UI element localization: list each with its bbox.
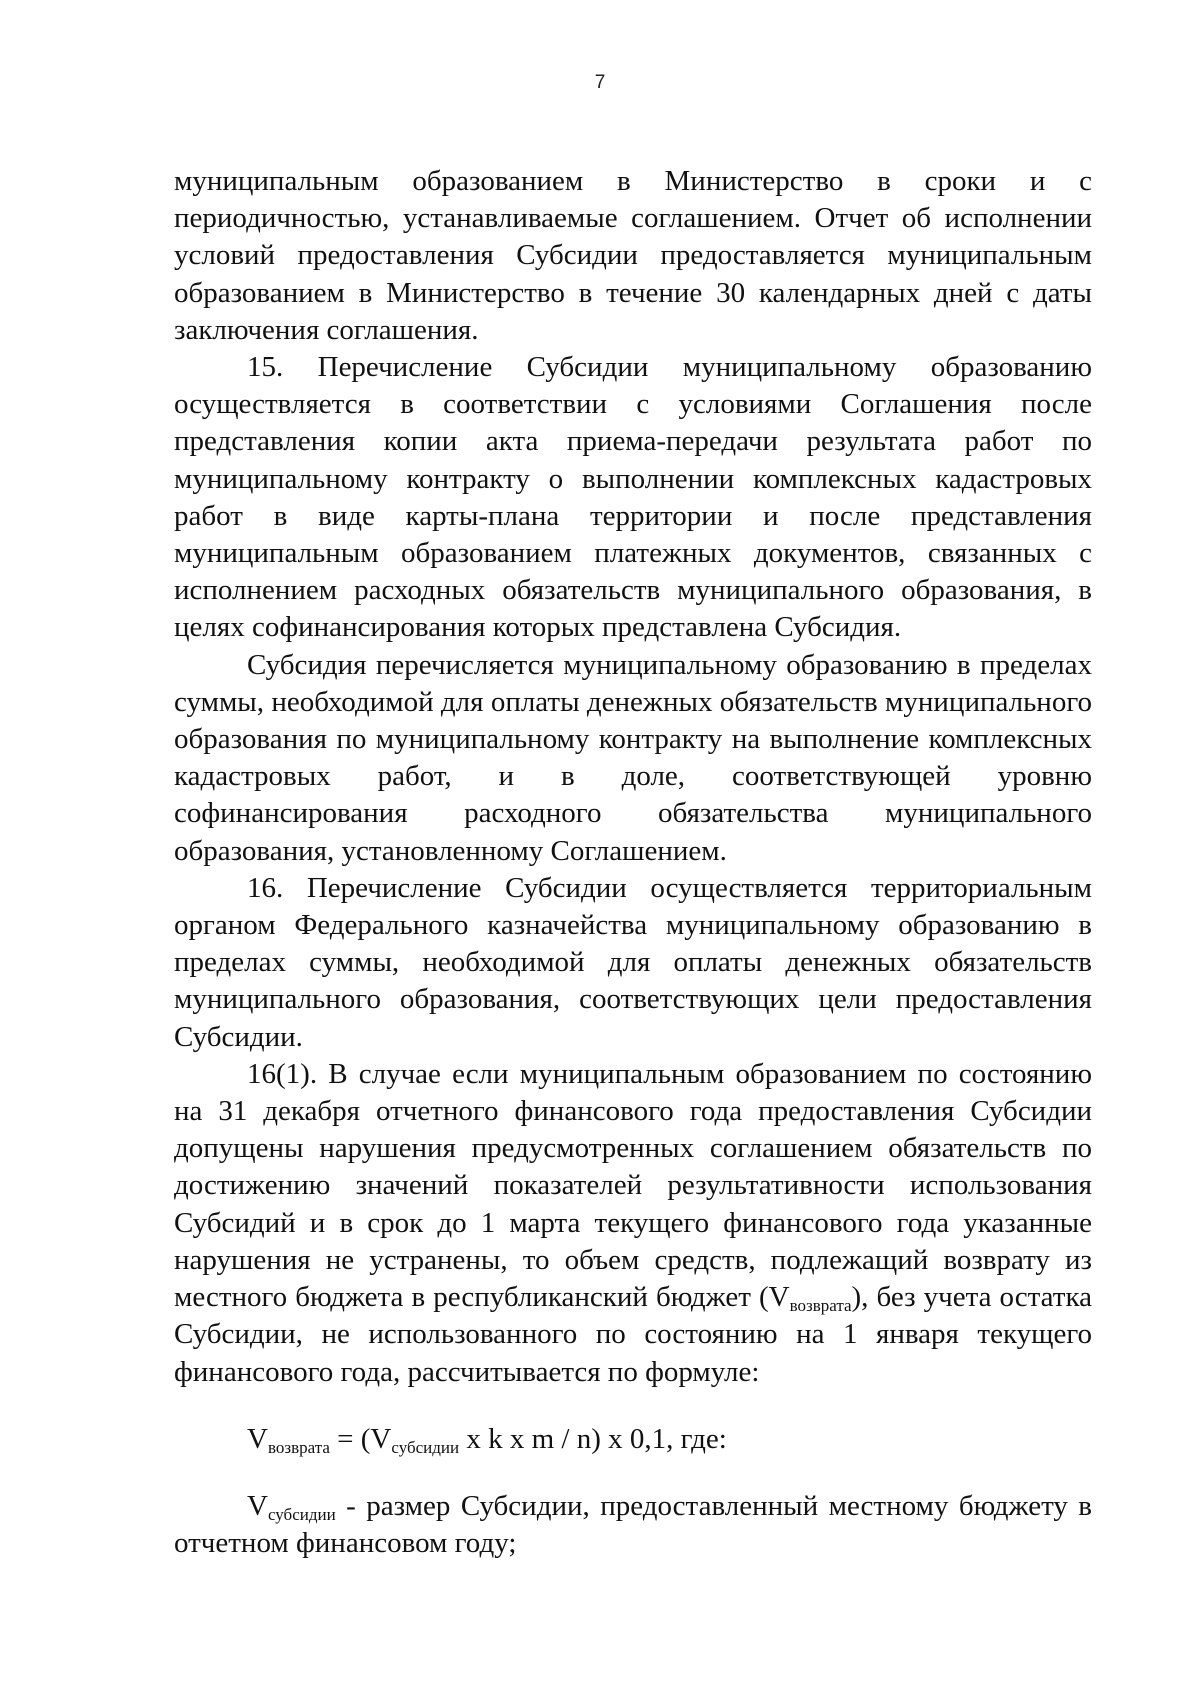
paragraph-continuation: муниципальным образованием в Министерство в сроки и с периодичностью, устанавливаемые соглашением. Отчет об исполнении условий предоставления Субсидии предоставляется муниципальным образованием в Министерство в течение 30 календарных дней с даты заключения соглашения. [174,165,1092,346]
definition-v: V [247,1489,268,1522]
document-body [174,163,1092,1562]
subscript-return: возврата [789,1296,852,1316]
formula-sub-return: возврата [267,1437,330,1457]
paragraph-16: 16. Перечисление Субсидии осуществляется территориальным органом Федерального казначейства муниципальному образованию в пределах суммы, необходимой для оплаты денежных обязательств муниципального образования, соответствующих цели предоставления Субсидии. [174,871,1092,1053]
paragraph-16-1-text-a: 16(1). В случае если муниципальным образованием по состоянию на 31 декабря отчетного финансового года предоставления Субсидии допущены нарушения предусмотренных соглашением обязательств по достижению значений показателей результативности использования Субсидий и в срок до 1 марта текущего финансового года указанные нарушения не устранены, то объем средств, подлежащий возврату из местного бюджета в республиканский бюджет (V [174,1057,1092,1314]
page-number: 7 [594,72,606,93]
formula-v: V [247,1422,268,1455]
definition-text: - размер Субсидии, предоставленный местному бюджету в отчетном финансовом году; [174,1489,1092,1560]
formula-eq-open: = (V [329,1422,392,1455]
definition-sub: субсидии [267,1504,336,1524]
formula-sub-subsidy: субсидии [391,1437,460,1457]
paragraph-15: 15. Перечисление Субсидии муниципальному образованию осуществляется в соответствии с условиями Соглашения после представления копии акта приема-передачи результата работ по муниципальному контракту о выполнении комплексных кадастровых работ в виде карты-плана территории и после представления муниципальным образованием платежных документов, связанных с исполнением расходных обязательств муниципального образования, в целях софинансирования которых представлена Субсидия. [174,351,1092,644]
definition-v-subsidy [174,1488,1092,1562]
formula-rest: x k x m / n) x 0,1, где: [459,1422,727,1455]
paragraph-16-1 [174,1056,1092,1391]
formula [174,1421,1092,1458]
paragraph-16-1-text-b: ), без учета остатка Субсидии, не использованного по состоянию на 1 января текущего финансового года, рассчитывается по формуле: [174,1281,1092,1388]
paragraph-15-continuation: Субсидия перечисляется муниципальному образованию в пределах суммы, необходимой для оплаты денежных обязательств муниципального образования по муниципальному контракту на выполнение комплексных кадастровых работ, и в доле, соответствующей уровню софинансирования расходного обязательства муниципального образования, установленному Соглашением. [174,648,1092,867]
